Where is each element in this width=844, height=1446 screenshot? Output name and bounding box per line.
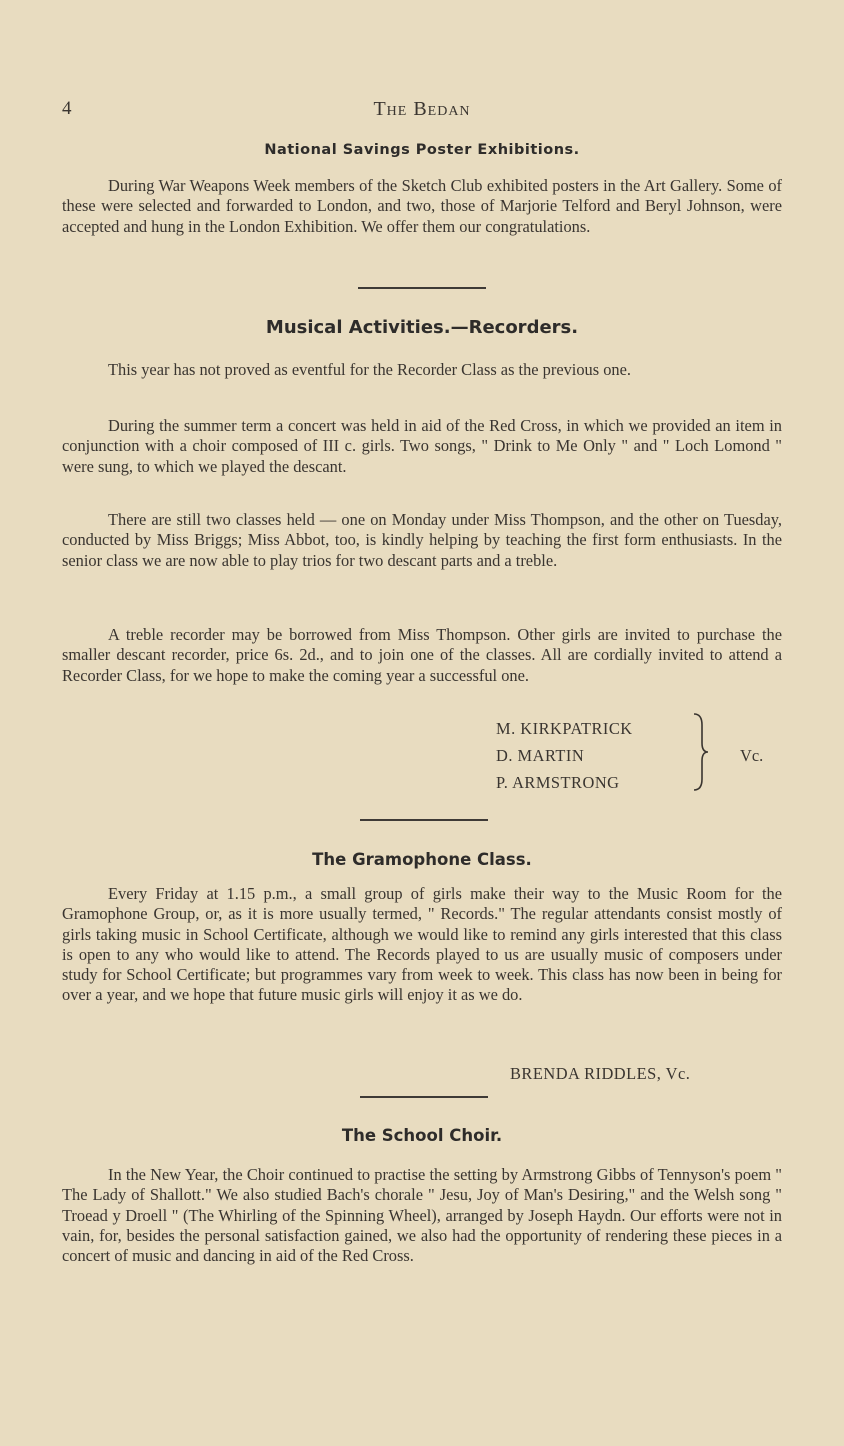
- right-brace-icon: [690, 711, 710, 793]
- section-title-recorders: Musical Activities.—Recorders.: [265, 317, 579, 338]
- page-header: [62, 98, 782, 128]
- section-title-school-choir: The School Choir.: [341, 1126, 503, 1145]
- signature-name: D. MARTIN: [496, 746, 585, 765]
- paragraph: Every Friday at 1.15 p.m., a small group of girls make their way to the Music Room for the Gramophone Group, or, as it is more usually termed, " Records." The regular attendants consist mostly of girls taking music in School Certificate, although we would like to remind any girls interested that this class is open to any who would like to attend. The Records played to us are usually music of composers under study for School Certificate; but programmes vary from week to week. This class has now been in being for over a year, and we hope that future music girls will enjoy it as we do.: [62, 884, 782, 1005]
- paragraph: There are still two classes held — one on Monday under Miss Thompson, and the other on Tuesday, conducted by Miss Briggs; Miss Abbot, too, is kindly helping by teaching the first form enthusiasts. In the senior class we are now able to play trios for two descant parts and a treble.: [62, 510, 782, 570]
- signature-suffix: Vc.: [740, 746, 764, 765]
- signature-name: M. KIRKPATRICK: [496, 719, 633, 738]
- paragraph: In the New Year, the Choir continued to practise the setting by Armstrong Gibbs of Tennyson's poem " The Lady of Shallott." We also studied Bach's chorale " Jesu, Joy of Man's Desiring," and the Welsh song " Troead y Droell " (The Whirling of the Spinning Wheel), arranged by Joseph Haydn. Our efforts were not in vain, for, besides the personal satisfaction gained, we also had the opportunity of rendering these pieces in a concert of music and dancing in aid of the Red Cross.: [62, 1165, 782, 1266]
- running-title: The Bedan: [373, 98, 471, 120]
- paragraph: This year has not proved as eventful for the Recorder Class as the previous one.: [108, 360, 631, 379]
- section-divider: [358, 287, 486, 289]
- section-title-gramophone: The Gramophone Class.: [312, 850, 532, 869]
- paragraph: During the summer term a concert was held in aid of the Red Cross, in which we provided an item in conjunction with a choir composed of III c. girls. Two songs, " Drink to Me Only " and " Loch Lomond " were sung, to which we played the descant.: [62, 416, 782, 476]
- section-divider: [360, 1096, 488, 1098]
- section-title-poster-exhibitions: National Savings Poster Exhibitions.: [264, 142, 580, 158]
- paragraph: A treble recorder may be borrowed from Miss Thompson. Other girls are invited to purchase the smaller descant recorder, price 6s. 2d., and to join one of the classes. All are cordially invited to attend a Recorder Class, for we hope to make the coming year a successful one.: [62, 625, 782, 685]
- signature-name: BRENDA RIDDLES, Vc.: [510, 1064, 691, 1083]
- section-divider: [360, 819, 488, 821]
- paragraph: During War Weapons Week members of the Sketch Club exhibited posters in the Art Gallery. Some of these were selected and forwarded to London, and two, those of Marjorie Telford and Beryl Johnson, were accepted and hung in the London Exhibition. We offer them our congratulations.: [62, 176, 782, 236]
- signature-name: P. ARMSTRONG: [496, 773, 620, 792]
- page-number: 4: [62, 98, 72, 119]
